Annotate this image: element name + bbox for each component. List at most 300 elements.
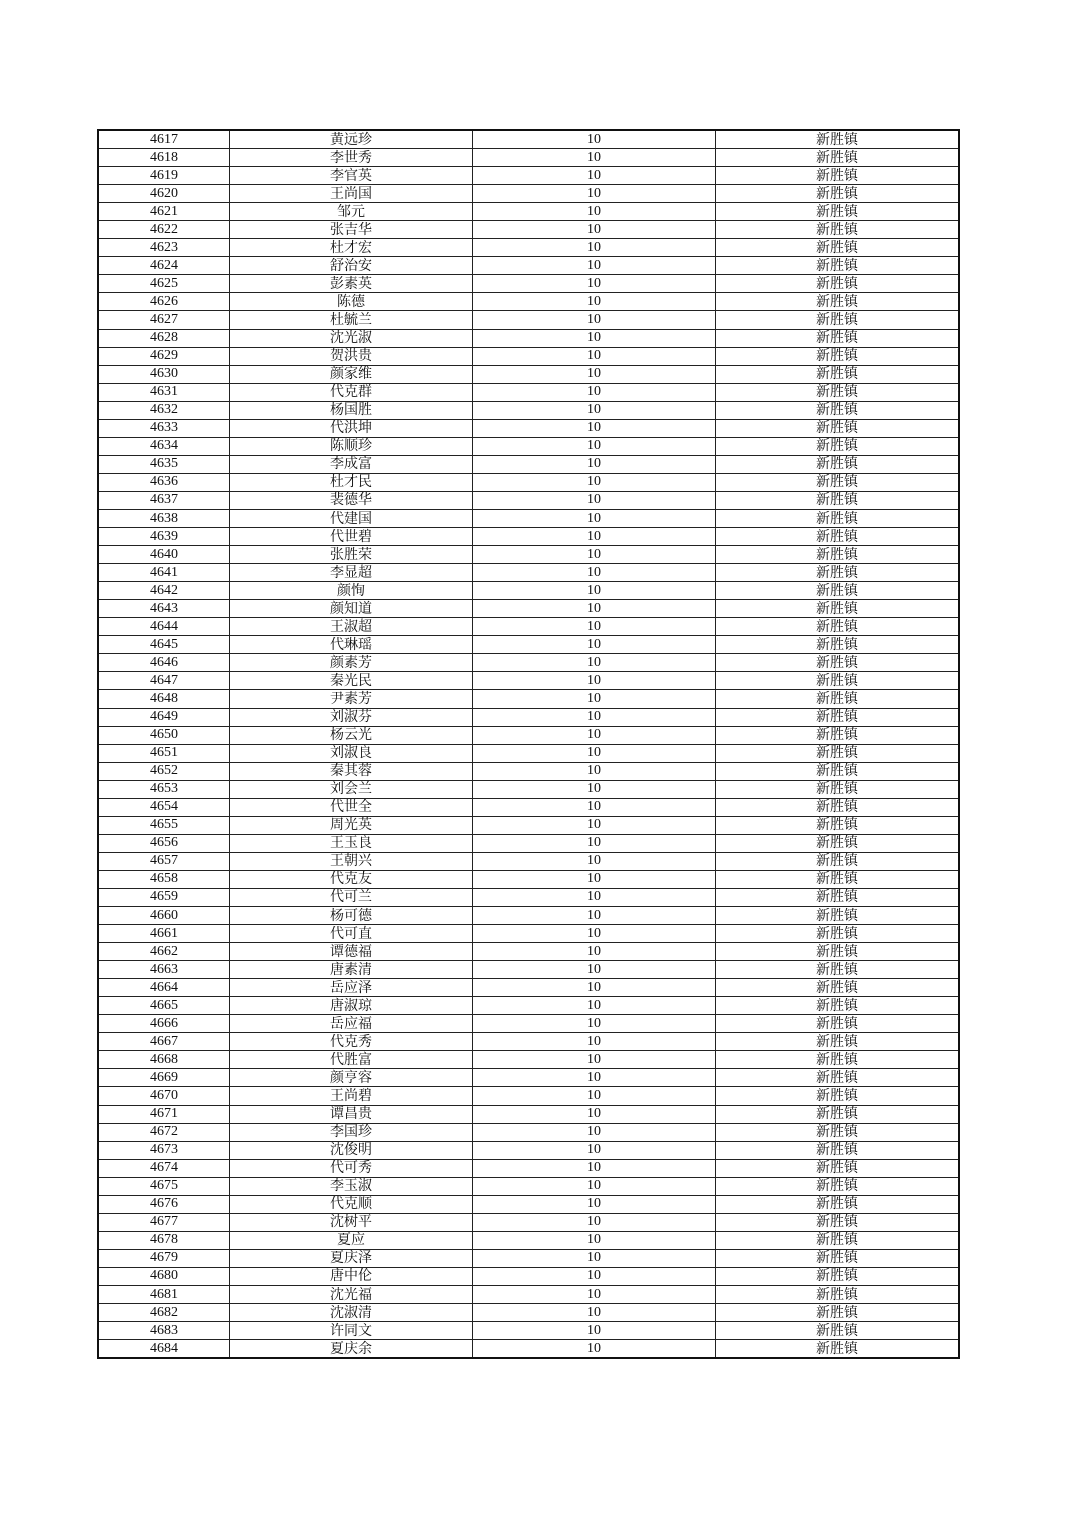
person-name-cell: 秦其蓉 bbox=[230, 762, 473, 780]
person-name-cell: 杜才宏 bbox=[230, 239, 473, 257]
row-number-cell: 4621 bbox=[98, 203, 230, 221]
town-cell: 新胜镇 bbox=[716, 455, 960, 473]
row-number-cell: 4660 bbox=[98, 907, 230, 925]
person-name-cell: 杜毓兰 bbox=[230, 311, 473, 329]
table-row bbox=[98, 149, 959, 167]
town-cell: 新胜镇 bbox=[716, 1087, 960, 1105]
person-name-cell: 谭德福 bbox=[230, 943, 473, 961]
amount-cell: 10 bbox=[473, 1033, 716, 1051]
row-number-cell: 4641 bbox=[98, 564, 230, 582]
town-cell: 新胜镇 bbox=[716, 1286, 960, 1304]
amount-cell: 10 bbox=[473, 311, 716, 329]
town-cell: 新胜镇 bbox=[716, 1267, 960, 1285]
row-number-cell: 4620 bbox=[98, 185, 230, 203]
person-name-cell: 代胜富 bbox=[230, 1051, 473, 1069]
person-name-cell: 夏庆泽 bbox=[230, 1249, 473, 1267]
table-row bbox=[98, 654, 959, 672]
table-row bbox=[98, 1033, 959, 1051]
amount-cell: 10 bbox=[473, 1177, 716, 1195]
table-row bbox=[98, 907, 959, 925]
person-name-cell: 颜知道 bbox=[230, 600, 473, 618]
table-row bbox=[98, 582, 959, 600]
amount-cell: 10 bbox=[473, 690, 716, 708]
person-name-cell: 杨可德 bbox=[230, 907, 473, 925]
row-number-cell: 4644 bbox=[98, 618, 230, 636]
row-number-cell: 4657 bbox=[98, 852, 230, 870]
table-row bbox=[98, 997, 959, 1015]
person-name-cell: 杜才民 bbox=[230, 473, 473, 491]
row-number-cell: 4617 bbox=[98, 130, 230, 149]
person-name-cell: 王尚国 bbox=[230, 185, 473, 203]
person-name-cell: 颜家维 bbox=[230, 365, 473, 383]
person-name-cell: 代克群 bbox=[230, 383, 473, 401]
amount-cell: 10 bbox=[473, 708, 716, 726]
row-number-cell: 4646 bbox=[98, 654, 230, 672]
table-row bbox=[98, 473, 959, 491]
person-name-cell: 张胜荣 bbox=[230, 546, 473, 564]
amount-cell: 10 bbox=[473, 979, 716, 997]
row-number-cell: 4672 bbox=[98, 1123, 230, 1141]
row-number-cell: 4668 bbox=[98, 1051, 230, 1069]
table-row bbox=[98, 1159, 959, 1177]
table-row bbox=[98, 1322, 959, 1340]
amount-cell: 10 bbox=[473, 437, 716, 455]
row-number-cell: 4645 bbox=[98, 636, 230, 654]
row-number-cell: 4622 bbox=[98, 221, 230, 239]
person-name-cell: 代可兰 bbox=[230, 888, 473, 906]
amount-cell: 10 bbox=[473, 347, 716, 365]
row-number-cell: 4632 bbox=[98, 401, 230, 419]
row-number-cell: 4659 bbox=[98, 888, 230, 906]
town-cell: 新胜镇 bbox=[716, 798, 960, 816]
person-name-cell: 刘淑良 bbox=[230, 744, 473, 762]
amount-cell: 10 bbox=[473, 1141, 716, 1159]
town-cell: 新胜镇 bbox=[716, 780, 960, 798]
row-number-cell: 4662 bbox=[98, 943, 230, 961]
person-name-cell: 李世秀 bbox=[230, 149, 473, 167]
amount-cell: 10 bbox=[473, 203, 716, 221]
town-cell: 新胜镇 bbox=[716, 1051, 960, 1069]
town-cell: 新胜镇 bbox=[716, 943, 960, 961]
row-number-cell: 4639 bbox=[98, 528, 230, 546]
person-name-cell: 李国珍 bbox=[230, 1123, 473, 1141]
town-cell: 新胜镇 bbox=[716, 1213, 960, 1231]
amount-cell: 10 bbox=[473, 600, 716, 618]
town-cell: 新胜镇 bbox=[716, 167, 960, 185]
table-row bbox=[98, 419, 959, 437]
table-row bbox=[98, 546, 959, 564]
table-row bbox=[98, 1051, 959, 1069]
town-cell: 新胜镇 bbox=[716, 1141, 960, 1159]
table-row bbox=[98, 852, 959, 870]
row-number-cell: 4628 bbox=[98, 329, 230, 347]
table-row bbox=[98, 185, 959, 203]
person-name-cell: 李成富 bbox=[230, 455, 473, 473]
amount-cell: 10 bbox=[473, 618, 716, 636]
person-name-cell: 代可直 bbox=[230, 925, 473, 943]
amount-cell: 10 bbox=[473, 726, 716, 744]
person-name-cell: 李官英 bbox=[230, 167, 473, 185]
table-row bbox=[98, 780, 959, 798]
row-number-cell: 4670 bbox=[98, 1087, 230, 1105]
town-cell: 新胜镇 bbox=[716, 654, 960, 672]
row-number-cell: 4658 bbox=[98, 870, 230, 888]
table-row bbox=[98, 798, 959, 816]
row-number-cell: 4624 bbox=[98, 257, 230, 275]
person-name-cell: 许同文 bbox=[230, 1322, 473, 1340]
amount-cell: 10 bbox=[473, 491, 716, 509]
person-name-cell: 裴德华 bbox=[230, 491, 473, 509]
amount-cell: 10 bbox=[473, 419, 716, 437]
person-name-cell: 代世全 bbox=[230, 798, 473, 816]
person-name-cell: 邹元 bbox=[230, 203, 473, 221]
town-cell: 新胜镇 bbox=[716, 582, 960, 600]
town-cell: 新胜镇 bbox=[716, 546, 960, 564]
table-row bbox=[98, 1141, 959, 1159]
table-row bbox=[98, 925, 959, 943]
table-row bbox=[98, 618, 959, 636]
table-row bbox=[98, 564, 959, 582]
row-number-cell: 4661 bbox=[98, 925, 230, 943]
town-cell: 新胜镇 bbox=[716, 311, 960, 329]
row-number-cell: 4673 bbox=[98, 1141, 230, 1159]
amount-cell: 10 bbox=[473, 401, 716, 419]
table-row bbox=[98, 762, 959, 780]
table-row bbox=[98, 744, 959, 762]
row-number-cell: 4634 bbox=[98, 437, 230, 455]
table-row bbox=[98, 834, 959, 852]
amount-cell: 10 bbox=[473, 564, 716, 582]
person-name-cell: 代琳瑶 bbox=[230, 636, 473, 654]
town-cell: 新胜镇 bbox=[716, 618, 960, 636]
table-row bbox=[98, 690, 959, 708]
row-number-cell: 4671 bbox=[98, 1105, 230, 1123]
town-cell: 新胜镇 bbox=[716, 383, 960, 401]
town-cell: 新胜镇 bbox=[716, 1195, 960, 1213]
town-cell: 新胜镇 bbox=[716, 636, 960, 654]
table-row bbox=[98, 816, 959, 834]
row-number-cell: 4635 bbox=[98, 455, 230, 473]
town-cell: 新胜镇 bbox=[716, 672, 960, 690]
town-cell: 新胜镇 bbox=[716, 203, 960, 221]
person-name-cell: 代洪坤 bbox=[230, 419, 473, 437]
person-name-cell: 张吉华 bbox=[230, 221, 473, 239]
person-name-cell: 刘会兰 bbox=[230, 780, 473, 798]
amount-cell: 10 bbox=[473, 1105, 716, 1123]
town-cell: 新胜镇 bbox=[716, 1340, 960, 1359]
row-number-cell: 4652 bbox=[98, 762, 230, 780]
town-cell: 新胜镇 bbox=[716, 437, 960, 455]
town-cell: 新胜镇 bbox=[716, 690, 960, 708]
town-cell: 新胜镇 bbox=[716, 1322, 960, 1340]
person-name-cell: 杨云光 bbox=[230, 726, 473, 744]
town-cell: 新胜镇 bbox=[716, 275, 960, 293]
amount-cell: 10 bbox=[473, 1267, 716, 1285]
person-name-cell: 杨国胜 bbox=[230, 401, 473, 419]
town-cell: 新胜镇 bbox=[716, 816, 960, 834]
row-number-cell: 4655 bbox=[98, 816, 230, 834]
person-name-cell: 王淑超 bbox=[230, 618, 473, 636]
table-row bbox=[98, 1267, 959, 1285]
amount-cell: 10 bbox=[473, 365, 716, 383]
town-cell: 新胜镇 bbox=[716, 834, 960, 852]
table-row bbox=[98, 455, 959, 473]
amount-cell: 10 bbox=[473, 1322, 716, 1340]
amount-cell: 10 bbox=[473, 1340, 716, 1359]
person-name-cell: 唐中伦 bbox=[230, 1267, 473, 1285]
amount-cell: 10 bbox=[473, 1087, 716, 1105]
amount-cell: 10 bbox=[473, 654, 716, 672]
person-name-cell: 夏庆余 bbox=[230, 1340, 473, 1359]
town-cell: 新胜镇 bbox=[716, 401, 960, 419]
town-cell: 新胜镇 bbox=[716, 329, 960, 347]
amount-cell: 10 bbox=[473, 1123, 716, 1141]
amount-cell: 10 bbox=[473, 1015, 716, 1033]
row-number-cell: 4618 bbox=[98, 149, 230, 167]
town-cell: 新胜镇 bbox=[716, 293, 960, 311]
person-name-cell: 颜亨容 bbox=[230, 1069, 473, 1087]
row-number-cell: 4681 bbox=[98, 1286, 230, 1304]
amount-cell: 10 bbox=[473, 852, 716, 870]
person-name-cell: 颜恂 bbox=[230, 582, 473, 600]
table-row bbox=[98, 221, 959, 239]
town-cell: 新胜镇 bbox=[716, 925, 960, 943]
table-row bbox=[98, 1213, 959, 1231]
row-number-cell: 4633 bbox=[98, 419, 230, 437]
person-name-cell: 王玉良 bbox=[230, 834, 473, 852]
row-number-cell: 4636 bbox=[98, 473, 230, 491]
table-row bbox=[98, 528, 959, 546]
person-name-cell: 王朝兴 bbox=[230, 852, 473, 870]
person-name-cell: 代克顺 bbox=[230, 1195, 473, 1213]
amount-cell: 10 bbox=[473, 257, 716, 275]
amount-cell: 10 bbox=[473, 275, 716, 293]
town-cell: 新胜镇 bbox=[716, 419, 960, 437]
person-name-cell: 代克友 bbox=[230, 870, 473, 888]
row-number-cell: 4676 bbox=[98, 1195, 230, 1213]
table-row bbox=[98, 509, 959, 527]
town-cell: 新胜镇 bbox=[716, 564, 960, 582]
amount-cell: 10 bbox=[473, 383, 716, 401]
town-cell: 新胜镇 bbox=[716, 600, 960, 618]
row-number-cell: 4651 bbox=[98, 744, 230, 762]
amount-cell: 10 bbox=[473, 239, 716, 257]
table-row bbox=[98, 311, 959, 329]
table-row bbox=[98, 1340, 959, 1359]
table-row bbox=[98, 491, 959, 509]
town-cell: 新胜镇 bbox=[716, 509, 960, 527]
table-row bbox=[98, 1087, 959, 1105]
table-row bbox=[98, 1304, 959, 1322]
row-number-cell: 4667 bbox=[98, 1033, 230, 1051]
row-number-cell: 4682 bbox=[98, 1304, 230, 1322]
town-cell: 新胜镇 bbox=[716, 528, 960, 546]
amount-cell: 10 bbox=[473, 1286, 716, 1304]
town-cell: 新胜镇 bbox=[716, 1105, 960, 1123]
amount-cell: 10 bbox=[473, 221, 716, 239]
amount-cell: 10 bbox=[473, 870, 716, 888]
town-cell: 新胜镇 bbox=[716, 708, 960, 726]
table-row bbox=[98, 257, 959, 275]
amount-cell: 10 bbox=[473, 455, 716, 473]
person-name-cell: 周光英 bbox=[230, 816, 473, 834]
person-name-cell: 尹素芳 bbox=[230, 690, 473, 708]
roster-table-body bbox=[98, 130, 959, 1358]
amount-cell: 10 bbox=[473, 130, 716, 149]
table-row bbox=[98, 1286, 959, 1304]
table-row bbox=[98, 1123, 959, 1141]
table-row bbox=[98, 365, 959, 383]
town-cell: 新胜镇 bbox=[716, 1015, 960, 1033]
row-number-cell: 4678 bbox=[98, 1231, 230, 1249]
amount-cell: 10 bbox=[473, 167, 716, 185]
town-cell: 新胜镇 bbox=[716, 239, 960, 257]
amount-cell: 10 bbox=[473, 798, 716, 816]
amount-cell: 10 bbox=[473, 925, 716, 943]
amount-cell: 10 bbox=[473, 1159, 716, 1177]
town-cell: 新胜镇 bbox=[716, 961, 960, 979]
amount-cell: 10 bbox=[473, 816, 716, 834]
table-row bbox=[98, 1069, 959, 1087]
row-number-cell: 4650 bbox=[98, 726, 230, 744]
table-row bbox=[98, 401, 959, 419]
person-name-cell: 李显超 bbox=[230, 564, 473, 582]
person-name-cell: 代世碧 bbox=[230, 528, 473, 546]
amount-cell: 10 bbox=[473, 149, 716, 167]
table-row bbox=[98, 1177, 959, 1195]
table-row bbox=[98, 437, 959, 455]
person-name-cell: 刘淑芬 bbox=[230, 708, 473, 726]
town-cell: 新胜镇 bbox=[716, 473, 960, 491]
town-cell: 新胜镇 bbox=[716, 149, 960, 167]
town-cell: 新胜镇 bbox=[716, 1123, 960, 1141]
row-number-cell: 4619 bbox=[98, 167, 230, 185]
row-number-cell: 4647 bbox=[98, 672, 230, 690]
amount-cell: 10 bbox=[473, 1213, 716, 1231]
table-row bbox=[98, 726, 959, 744]
amount-cell: 10 bbox=[473, 1231, 716, 1249]
amount-cell: 10 bbox=[473, 762, 716, 780]
person-name-cell: 唐素清 bbox=[230, 961, 473, 979]
table-row bbox=[98, 979, 959, 997]
amount-cell: 10 bbox=[473, 943, 716, 961]
town-cell: 新胜镇 bbox=[716, 365, 960, 383]
person-name-cell: 沈树平 bbox=[230, 1213, 473, 1231]
row-number-cell: 4625 bbox=[98, 275, 230, 293]
person-name-cell: 代可秀 bbox=[230, 1159, 473, 1177]
row-number-cell: 4640 bbox=[98, 546, 230, 564]
person-name-cell: 李玉淑 bbox=[230, 1177, 473, 1195]
amount-cell: 10 bbox=[473, 509, 716, 527]
table-row bbox=[98, 1015, 959, 1033]
row-number-cell: 4654 bbox=[98, 798, 230, 816]
town-cell: 新胜镇 bbox=[716, 762, 960, 780]
amount-cell: 10 bbox=[473, 185, 716, 203]
table-row bbox=[98, 275, 959, 293]
person-name-cell: 代建国 bbox=[230, 509, 473, 527]
amount-cell: 10 bbox=[473, 1069, 716, 1087]
row-number-cell: 4664 bbox=[98, 979, 230, 997]
table-row bbox=[98, 1249, 959, 1267]
table-row bbox=[98, 1195, 959, 1213]
roster-table bbox=[97, 129, 960, 1359]
amount-cell: 10 bbox=[473, 636, 716, 654]
amount-cell: 10 bbox=[473, 1249, 716, 1267]
table-row bbox=[98, 636, 959, 654]
town-cell: 新胜镇 bbox=[716, 185, 960, 203]
amount-cell: 10 bbox=[473, 888, 716, 906]
row-number-cell: 4649 bbox=[98, 708, 230, 726]
person-name-cell: 唐淑琼 bbox=[230, 997, 473, 1015]
town-cell: 新胜镇 bbox=[716, 852, 960, 870]
amount-cell: 10 bbox=[473, 473, 716, 491]
town-cell: 新胜镇 bbox=[716, 257, 960, 275]
person-name-cell: 贺洪贵 bbox=[230, 347, 473, 365]
amount-cell: 10 bbox=[473, 672, 716, 690]
amount-cell: 10 bbox=[473, 546, 716, 564]
row-number-cell: 4623 bbox=[98, 239, 230, 257]
table-row bbox=[98, 1231, 959, 1249]
row-number-cell: 4638 bbox=[98, 509, 230, 527]
town-cell: 新胜镇 bbox=[716, 347, 960, 365]
row-number-cell: 4627 bbox=[98, 311, 230, 329]
table-row bbox=[98, 167, 959, 185]
person-name-cell: 王尚碧 bbox=[230, 1087, 473, 1105]
town-cell: 新胜镇 bbox=[716, 1033, 960, 1051]
table-row bbox=[98, 329, 959, 347]
person-name-cell: 谭昌贵 bbox=[230, 1105, 473, 1123]
person-name-cell: 沈光福 bbox=[230, 1286, 473, 1304]
person-name-cell: 夏应 bbox=[230, 1231, 473, 1249]
table-row bbox=[98, 708, 959, 726]
table-row bbox=[98, 383, 959, 401]
table-row bbox=[98, 130, 959, 149]
town-cell: 新胜镇 bbox=[716, 907, 960, 925]
row-number-cell: 4637 bbox=[98, 491, 230, 509]
amount-cell: 10 bbox=[473, 744, 716, 762]
amount-cell: 10 bbox=[473, 1195, 716, 1213]
row-number-cell: 4666 bbox=[98, 1015, 230, 1033]
amount-cell: 10 bbox=[473, 528, 716, 546]
amount-cell: 10 bbox=[473, 834, 716, 852]
town-cell: 新胜镇 bbox=[716, 1159, 960, 1177]
row-number-cell: 4674 bbox=[98, 1159, 230, 1177]
row-number-cell: 4675 bbox=[98, 1177, 230, 1195]
town-cell: 新胜镇 bbox=[716, 997, 960, 1015]
row-number-cell: 4642 bbox=[98, 582, 230, 600]
row-number-cell: 4665 bbox=[98, 997, 230, 1015]
town-cell: 新胜镇 bbox=[716, 491, 960, 509]
amount-cell: 10 bbox=[473, 780, 716, 798]
person-name-cell: 沈光淑 bbox=[230, 329, 473, 347]
table-row bbox=[98, 203, 959, 221]
person-name-cell: 秦光民 bbox=[230, 672, 473, 690]
person-name-cell: 岳应福 bbox=[230, 1015, 473, 1033]
row-number-cell: 4643 bbox=[98, 600, 230, 618]
table-row bbox=[98, 672, 959, 690]
town-cell: 新胜镇 bbox=[716, 1069, 960, 1087]
person-name-cell: 颜素芳 bbox=[230, 654, 473, 672]
row-number-cell: 4648 bbox=[98, 690, 230, 708]
row-number-cell: 4653 bbox=[98, 780, 230, 798]
table-row bbox=[98, 943, 959, 961]
person-name-cell: 代克秀 bbox=[230, 1033, 473, 1051]
town-cell: 新胜镇 bbox=[716, 130, 960, 149]
amount-cell: 10 bbox=[473, 329, 716, 347]
row-number-cell: 4630 bbox=[98, 365, 230, 383]
person-name-cell: 陈顺珍 bbox=[230, 437, 473, 455]
row-number-cell: 4631 bbox=[98, 383, 230, 401]
